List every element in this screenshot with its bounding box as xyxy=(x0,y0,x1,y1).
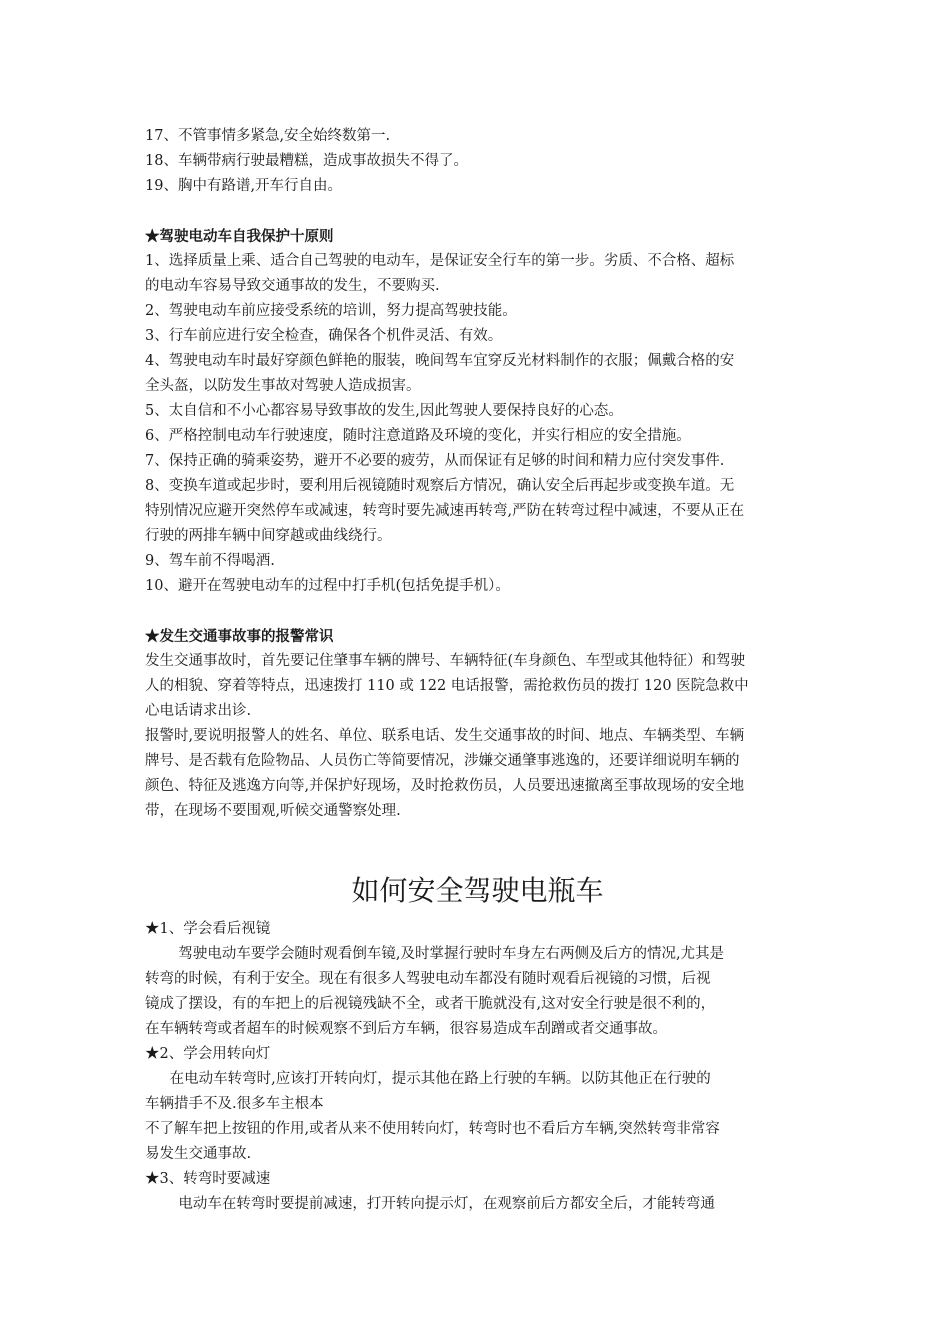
list-item-18: 18、车辆带病行驶最糟糕，造成事故损失不得了。 xyxy=(145,153,468,169)
text-line: 的电动车容易导致交通事故的发生，不要购买. xyxy=(145,278,440,294)
spacer xyxy=(145,199,810,224)
list-item-17: 17、不管事情多紧急,安全始终数第一. xyxy=(145,128,391,144)
text-line: 1、选择质量上乘、适合自己驾驶的电动车，是保证安全行车的第一步。劣质、不合格、超标 xyxy=(145,253,735,269)
text-line: 3、行车前应进行安全检查，确保各个机件灵活、有效。 xyxy=(145,328,503,344)
text-line: 镜成了摆设，有的车把上的后视镜残缺不全，或者干脆就没有,这对安全行驶是很不利的， xyxy=(145,996,716,1012)
text-line: 易发生交通事故. xyxy=(145,1146,252,1162)
text-line: 发生交通事故时，首先要记住肇事车辆的牌号、车辆特征(车身颜色、车型或其他特征）和驾驶 xyxy=(145,653,746,669)
text-line: 转弯的时候，有利于安全。现在有很多人驾驶电动车都没有随时观看后视镜的习惯，后视 xyxy=(145,971,711,987)
item-heading-slow-down: ★3、转弯时要减速 xyxy=(145,1171,271,1187)
text-line: 颜色、特征及逃逸方向等,并保护好现场，及时抢救伤员，人员要迅速撤离至事故现场的安全地 xyxy=(145,778,745,794)
article-title: 如何安全驾驶电瓶车 xyxy=(351,874,604,907)
spacer xyxy=(145,824,810,849)
text-line: 车辆措手不及.很多车主根本 xyxy=(145,1096,324,1112)
text-line: 全头盔，以防发生事故对驾驶人造成损害。 xyxy=(145,378,421,394)
report-body xyxy=(145,649,810,824)
text-line: 4、驾驶电动车时最好穿颜色鲜艳的服装，晚间驾车宜穿反光材料制作的衣服；佩戴合格的安 xyxy=(145,353,735,369)
text-line: 9、驾车前不得喝酒. xyxy=(145,553,275,569)
spacer xyxy=(145,599,810,624)
text-line: 牌号、是否载有危险物品、人员伤亡等简要情况，涉嫌交通肇事逃逸的，还要详细说明车辆的 xyxy=(145,753,740,769)
text-line: 行驶的两排车辆中间穿越或曲线绕行。 xyxy=(145,528,392,544)
text-line: 报警时,要说明报警人的姓名、单位、联系电话、发生交通事故的时间、地点、车辆类型、车辆 xyxy=(145,728,745,744)
text-line: 电动车在转弯时要提前减速，打开转向提示灯，在观察前后方都安全后，才能转弯通 xyxy=(178,1196,715,1212)
text-line: 不了解车把上按钮的作用,或者从来不使用转向灯，转弯时也不看后方车辆,突然转弯非常容 xyxy=(145,1121,720,1137)
item-heading-rearview-mirror: ★1、学会看后视镜 xyxy=(145,921,271,937)
text-line: 在车辆转弯或者超车的时候观察不到后方车辆，很容易造成车刮蹭或者交通事故。 xyxy=(145,1021,667,1037)
text-line: 5、太自信和不小心都容易导致事故的发生,因此驾驶人要保持良好的心态。 xyxy=(145,403,623,419)
section-heading-report: ★发生交通事故事的报警常识 xyxy=(145,628,334,645)
section-heading-self-protection: ★驾驶电动车自我保护十原则 xyxy=(145,228,334,245)
text-line: 2、驾驶电动车前应接受系统的培训，努力提高驾驶技能。 xyxy=(145,303,517,319)
document-page xyxy=(145,124,810,1217)
text-line: 驾驶电动车要学会随时观看倒车镜,及时掌握行驶时车身左右两侧及后方的情况,尤其是 xyxy=(178,946,725,962)
text-line: 带，在现场不要围观,听候交通警察处理. xyxy=(145,803,401,819)
text-line: 心电话请求出诊. xyxy=(145,703,252,719)
list-item-19: 19、胸中有路谱,开车行自由。 xyxy=(145,178,343,194)
text-line: 7、保持正确的骑乘姿势，避开不必要的疲劳，从而保证有足够的时间和精力应付突发事件. xyxy=(145,453,725,469)
text-line: 10、避开在驾驶电动车的过程中打手机(包括免提手机）。 xyxy=(145,578,510,594)
item-heading-turn-signal: ★2、学会用转向灯 xyxy=(145,1046,271,1062)
text-line: 特别情况应避开突然停车或减速，转弯时要先减速再转弯,严防在转弯过程中减速，不要从正在 xyxy=(145,503,745,519)
text-line: 人的相貌、穿着等特点，迅速拨打 110 或 122 电话报警，需抢救伤员的拨打 120 医院急救中 xyxy=(145,678,749,694)
text-line: 6、严格控制电动车行驶速度，随时注意道路及环境的变化，并实行相应的安全措施。 xyxy=(145,428,691,444)
text-line: 在电动车转弯时,应该打开转向灯，提示其他在路上行驶的车辆。以防其他正在行驶的 xyxy=(169,1071,711,1087)
text-line: 8、变换车道或起步时，要利用后视镜随时观察后方情况，确认安全后再起步或变换车道。无 xyxy=(145,478,735,494)
self-protection-body xyxy=(145,249,810,599)
